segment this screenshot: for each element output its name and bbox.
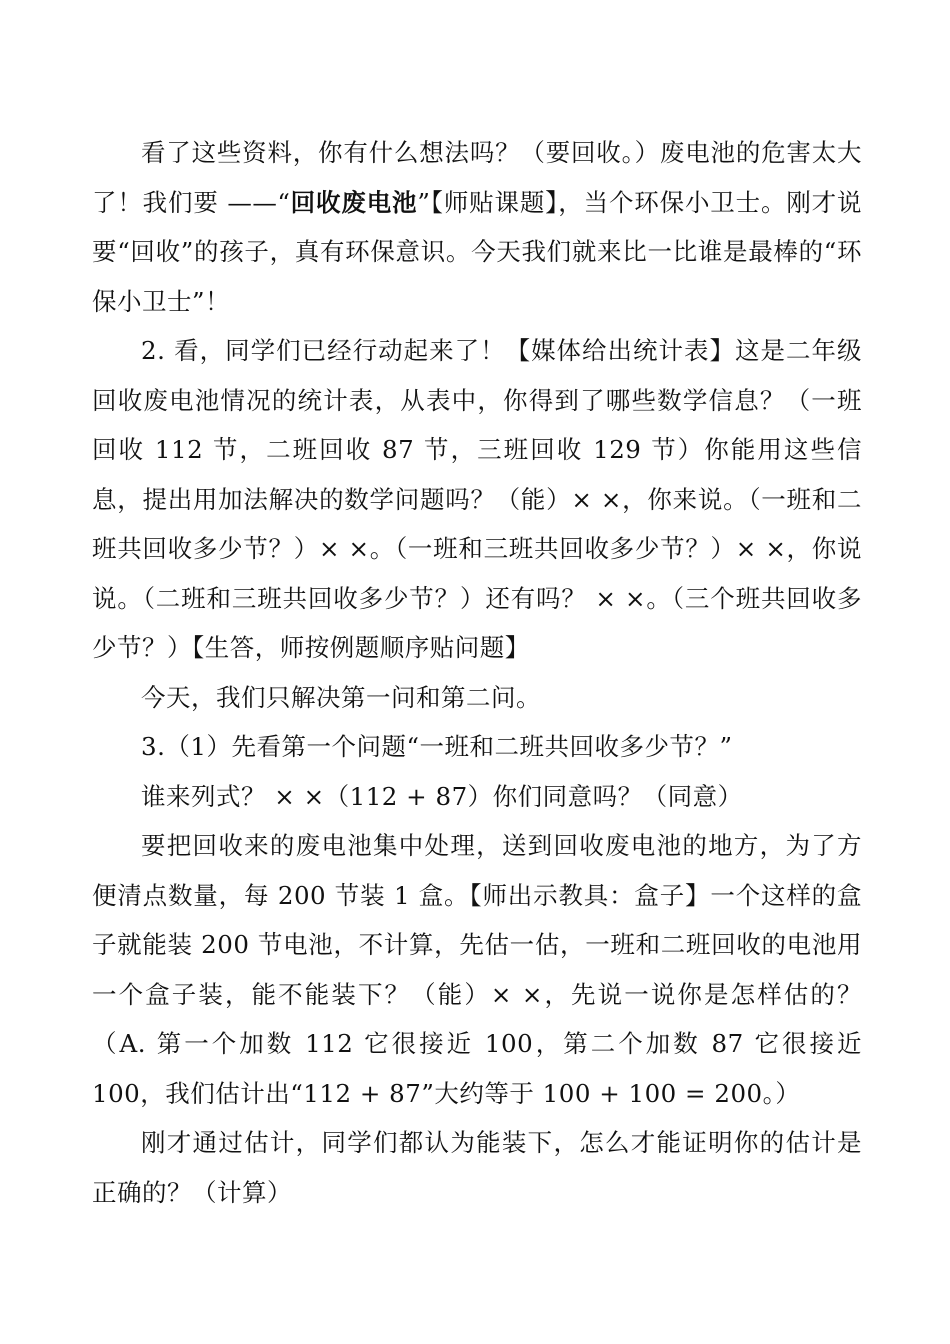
paragraph-3: 今天，我们只解决第一问和第二问。 [141, 682, 541, 712]
paragraph-6: 要把回收来的废电池集中处理，送到回收废电池的地方，为了方便清点数量，每 200 节装 1 盒。【师出示教具：盒子】一个这样的盒子就能装 200 节电池，不计算，先估一估，一班和二班回收的电池用一个盒子装，能不能装下？（能）× ×，先说一说你是怎样估的？（A. 第一个加数 112 它很接近 100，第二个加数 87 它很接近 100，我们估计出“112 + 87”大约等于 100 + 100 = 200。） [92, 831, 862, 1108]
paragraph-4: 3.（1）先看第一个问题“一班和二班共回收多少节？” [141, 732, 733, 761]
paragraph-5: 谁来列式？ × ×（112 + 87）你们同意吗？（同意） [141, 781, 743, 811]
document-body [92, 128, 862, 1217]
lesson-title-bold: 回收废电池 [290, 187, 418, 217]
paragraph-1 [92, 128, 862, 326]
paragraph-2: 2. 看，同学们已经行动起来了！【媒体给出统计表】这是二年级回收废电池情况的统计表，从表中，你得到了哪些数学信息？（一班回收 112 节，二班回收 87 节，三班回收 129 节）你能用这些信息，提出用加法解决的数学问题吗？（能）× ×，你来说。（一班和二班共回收多少节？）× ×。（一班和三班共回收多少节？）× ×，你说说。（二班和三班共回收多少节？）还有吗？ × ×。（三个班共回收多少节？）【生答，师按例题顺序贴问题】 [92, 336, 862, 662]
paragraph-1-text-a: 看了这些资料，你有什么想法吗？（要回收。）废电池的危害太大了！我们要 ——“ [92, 138, 862, 217]
paragraph-7: 刚才通过估计，同学们都认为能装下，怎么才能证明你的估计是正确的？（计算） [92, 1128, 862, 1207]
paragraph-1-text-b: ”【师贴课题】，当个环保小卫士。刚才说要“回收”的孩子，真有环保意识。今天我们就来比一比谁是最棒的“环保小卫士”！ [92, 187, 862, 316]
